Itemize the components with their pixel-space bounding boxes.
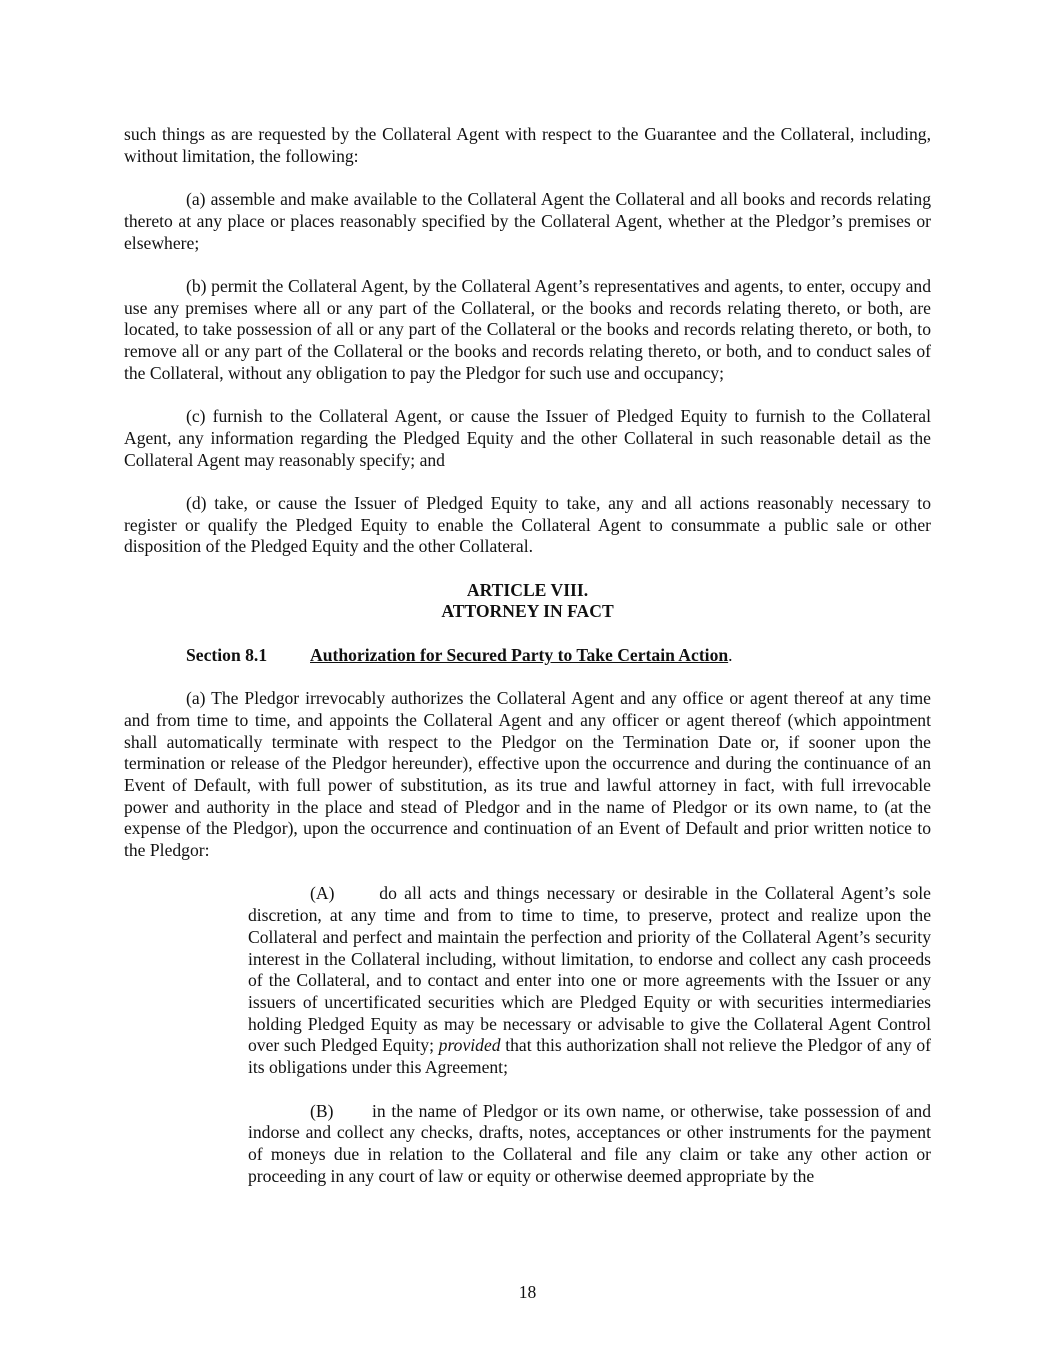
article-number: ARTICLE VIII. [466,579,589,600]
subitem-a-text: do all acts and things necessary or desirable in the Collateral Agent’s sole discretion, at any time and from to time to time, to preserve, protect and realize upon the Collateral and perfect and maintain the perfection and priority of the Collateral Agent’s security interest in the Collateral including, without limitation, to endorse and collect any cash proceeds of the Collateral, and to contact and enter into one or more agreements with the Issuer or any issuers of uncertificated securities which are Pledged Equity or with securities intermediaries holding Pledged Equity as may be necessary or advisable to give the Collateral Agent Control over such Pledged Equity; [248,883,931,1056]
item-a-paragraph: (a) assemble and make available to the Collateral Agent the Collateral and all books and records relating thereto at any place or places reasonably specified by the Collateral Agent, whether at the Pledgor’s premises or elsewhere; [124,189,931,253]
page-number: 18 [518,1282,537,1302]
subitem-b-text: in the name of Pledgor or its own name, or otherwise, take possession of and indorse and collect any checks, drafts, notes, acceptances or other instruments for the payment of moneys due in relation to the Collateral and file any claim or take any other action or proceeding in any court of law or equity or otherwise deemed appropriate by the [248,1100,931,1186]
document-page [124,124,931,1187]
intro-paragraph: such things as are requested by the Collateral Agent with respect to the Guarantee and the Collateral, including, without limitation, the following: [124,124,931,166]
item-d-paragraph: (d) take, or cause the Issuer of Pledged Equity to take, any and all actions reasonably necessary to register or qualify the Pledged Equity to enable the Collateral Agent to consummate a public sale or other disposition of the Pledged Equity and the other Collateral. [124,492,931,557]
subitem-a-italic: provided [438,1035,501,1056]
item-b-paragraph: (b) permit the Collateral Agent, by the Collateral Agent’s representatives and agents, to enter, occupy and use any premises where all or any part of the Collateral, or the books and records relating thereto, or both, are located, to take possession of all or any part of the Collateral or the books and records relating thereto, or both, to remove all or any part of the Collateral or the books and records relating thereto, or both, and to conduct sales of the Collateral, without any obligation to pay the Pledgor for such use and occupancy; [124,275,931,383]
subitem-b [248,1101,931,1188]
subitem-a-label: (A) [310,883,335,904]
section-heading [124,645,931,667]
section-title-period: . [728,644,733,665]
subitem-a-text-after: that this authorization shall not relieve the Pledgor of any of its obligations under this Agreement; [248,1035,931,1078]
article-title: ATTORNEY IN FACT [441,601,614,622]
subitem-a [248,883,931,1078]
section-paragraph: (a) The Pledgor irrevocably authorizes the Collateral Agent and any office or agent thereof at any time and from time to time, and appoints the Collateral Agent and any officer or agent thereof (which appointment shall automatically terminate with respect to the Pledgor on the Termination Date or, if sooner upon the termination or release of the Pledgor hereunder), effective upon the occurrence and during the continuance of an Event of Default, with full power of substitution, as its true and lawful attorney in fact, with full irrevocable power and authority in the place and stead of Pledgor and in the name of Pledgor or its own name, to (at the expense of the Pledgor), upon the occurrence and continuation of an Event of Default and prior written notice to the Pledgor: [124,688,931,861]
section-number: Section 8.1 [186,644,268,665]
item-c-paragraph: (c) furnish to the Collateral Agent, or cause the Issuer of Pledged Equity to furnish to the Collateral Agent, any information regarding the Pledged Equity and the other Collateral in such reasonable detail as the Collateral Agent may reasonably specify; and [124,406,931,470]
subitem-b-label: (B) [310,1100,334,1121]
section-title: Authorization for Secured Party to Take Certain Action [310,644,729,665]
